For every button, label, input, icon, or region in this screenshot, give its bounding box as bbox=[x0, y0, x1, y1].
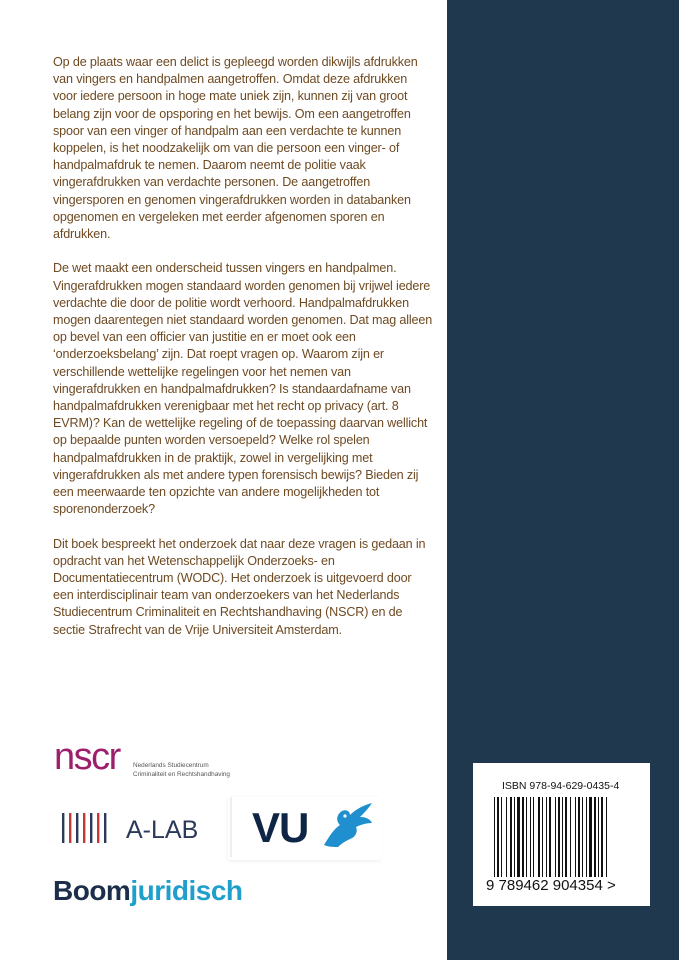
alab-bars-icon bbox=[58, 813, 118, 843]
isbn-label: ISBN 978-94-629-0435-4 bbox=[502, 780, 620, 792]
blurb-paragraph-2: De wet maakt een onderscheid tussen vingers en handpalmen. Vingerafdrukken mogen standaard worden genomen bij vrijwel iedere verdachte die door de politie wordt verhoord. Handpalmafdrukken mogen daarentegen niet standaard worden genomen. Dat mag alleen op bevel van een officier van justitie en er moet ook een ‘onderzoeksbelang’ zijn. Dat roept vragen op. Waarom zijn er verschillende wettelijke regelingen voor het nemen van vingerafdrukken en handpalmafdrukken? Is standaardafname van handpalmafdrukken verenigbaar met het recht op privacy (art. 8 EVRM)? Kan de wettelijke regeling of de toepassing daarvan wellicht op bepaalde punten worden versoepeld? Welke rol spelen handpalmafdrukken in de praktijk, zowel in vergelijking met vingerafdrukken als met andere typen forensisch bewijs? Bieden zij een meerwaarde ten opzichte van andere mogelijkheden tot sporenonderzoek? bbox=[53, 261, 433, 517]
vu-logo-text: VU bbox=[252, 804, 309, 851]
isbn-barcode-box bbox=[473, 763, 650, 906]
nscr-logo-mark: nscr bbox=[54, 736, 120, 778]
nscr-logo-subtitle bbox=[133, 762, 230, 779]
back-cover-blurb bbox=[53, 54, 433, 656]
blurb-paragraph-1: Op de plaats waar een delict is gepleegd worden dikwijls afdrukken van vingers en handpalmen aangetroffen. Omdat deze afdrukken voor iedere persoon in hoge mate uniek zijn, kunnen zij van groot belang zijn voor de opsporing en het bewijs. Om een aangetroffen spoor van een vinger of handpalm aan een verdachte te kunnen koppelen, is het noodzakelijk om van die persoon een vinger- of handpalmafdruk te nemen. Daarom neemt de politie vaak vingerafdrukken van verdachte personen. De aangetroffen vingersporen en genomen vingerafdrukken worden in databanken opgenomen en vergeleken met eerder afgenomen sporen en afdrukken. bbox=[53, 55, 418, 242]
barcode-icon bbox=[494, 797, 639, 877]
nscr-logo bbox=[54, 738, 274, 788]
griffin-icon bbox=[320, 801, 374, 851]
boom-juridisch-logo bbox=[53, 873, 243, 909]
alab-logo bbox=[58, 803, 228, 853]
vu-logo bbox=[230, 797, 382, 857]
nscr-subtitle-line-1: Nederlands Studiecentrum bbox=[133, 762, 209, 769]
publisher-name-part-2: juridisch bbox=[130, 875, 243, 906]
barcode-digits: 9 789462 904354 > bbox=[486, 877, 616, 894]
blurb-paragraph-3: Dit boek bespreekt het onderzoek dat naar deze vragen is gedaan in opdracht van het Wetenschappelijk Onderzoeks- en Documentatiecentrum (WODC). Het onderzoek is uitgevoerd door een interdisciplinair team van onderzoekers van het Nederlands Studiecentrum Criminaliteit en Rechtshandhaving (NSCR) en de sectie Strafrecht van de Vrije Universiteit Amsterdam. bbox=[53, 536, 426, 637]
nscr-subtitle-line-2: Criminaliteit en Rechtshandhaving bbox=[133, 770, 230, 778]
alab-logo-text: A-LAB bbox=[126, 816, 199, 844]
publisher-name-part-1: Boom bbox=[53, 875, 131, 906]
